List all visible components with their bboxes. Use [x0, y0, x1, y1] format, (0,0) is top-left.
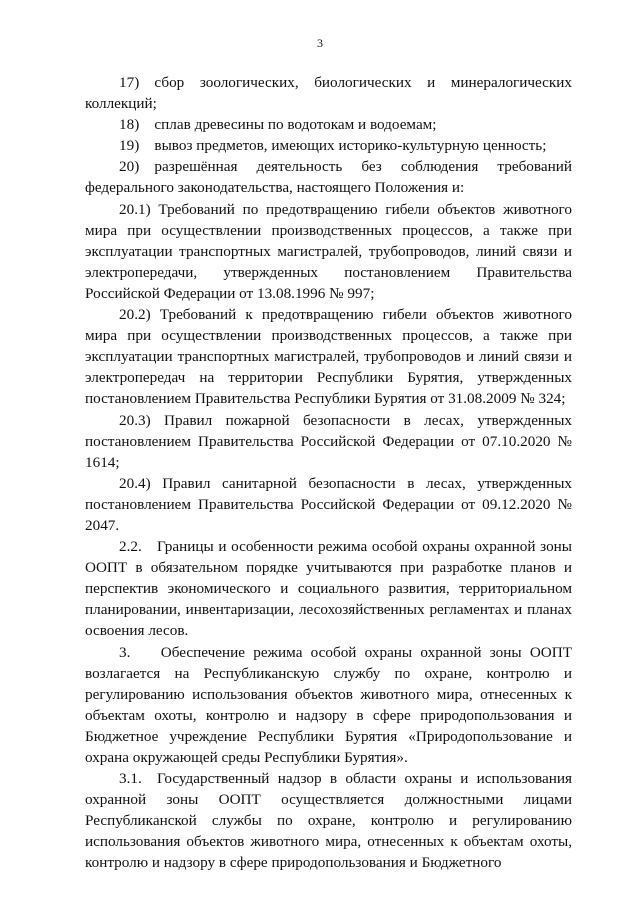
- page-number: 3: [317, 36, 323, 50]
- document-body: [85, 72, 572, 874]
- paragraph-section-3-1: 3.1. Государственный надзор в области охраны и использования охранной зоны ООПТ осуществляется должностными лицами Республиканской службы по охране, контролю и регулированию использования объектов животного мира, отнесенных к объектам охоты, контролю и надзору в сфере природопользования и Бюджетного: [85, 770, 572, 872]
- paragraph-item-19: 19) вывоз предметов, имеющих историко-культурную ценность;: [119, 137, 547, 155]
- paragraph-item-20: 20) разрешённая деятельность без соблюдения требований федерального законодательства, настоящего Положения и:: [85, 158, 572, 197]
- paragraph-item-20-4: 20.4) Правил санитарной безопасности в лесах, утвержденных постановлением Правительства Российской Федерации от 09.12.2020 № 2047.: [85, 474, 572, 534]
- paragraph-item-20-3: 20.3) Правил пожарной безопасности в лесах, утвержденных постановлением Правительства Российской Федерации от 07.10.2020 № 1614;: [85, 411, 572, 471]
- paragraph-item-17: 17) сбор зоологических, биологических и минералогических коллекций;: [85, 74, 572, 113]
- paragraph-item-20-1: 20.1) Требований по предотвращению гибели объектов животного мира при осуществлении производственных процессов, а также при эксплуатации транспортных магистралей, трубопроводов, линий связи и электропередачи, утвержденных постановлением Правительства Российской Федерации от 13.08.1996 № 997;: [85, 200, 572, 302]
- paragraph-item-18: 18) сплав древесины по водотокам и водоемам;: [119, 116, 437, 134]
- paragraph-section-2-2: 2.2. Границы и особенности режима особой охраны охранной зоны ООПТ в обязательном порядке учитываются при разработке планов и перспектив экономического и социального развития, территориальном планировании, инвентаризации, лесохозяйственных регламентах и планах освоения лесов.: [85, 538, 572, 640]
- paragraph-item-20-2: 20.2) Требований к предотвращению гибели объектов животного мира при осуществлении производственных процессов, а также при эксплуатации транспортных магистралей, трубопроводов и линий связи и электропередач на территории Республики Бурятия, утвержденных постановлением Правительства Республики Бурятия от 31.08.2009 № 324;: [85, 306, 572, 408]
- paragraph-section-3: 3. Обеспечение режима особой охраны охранной зоны ООПТ возлагается на Республиканскую службу по охране, контролю и регулированию использования объектов животного мира, отнесенных к объектам охоты, контролю и надзору в сфере природопользования и Бюджетное учреждение Республики Бурятия «Природопользование и охрана окружающей среды Республики Бурятия».: [85, 643, 572, 766]
